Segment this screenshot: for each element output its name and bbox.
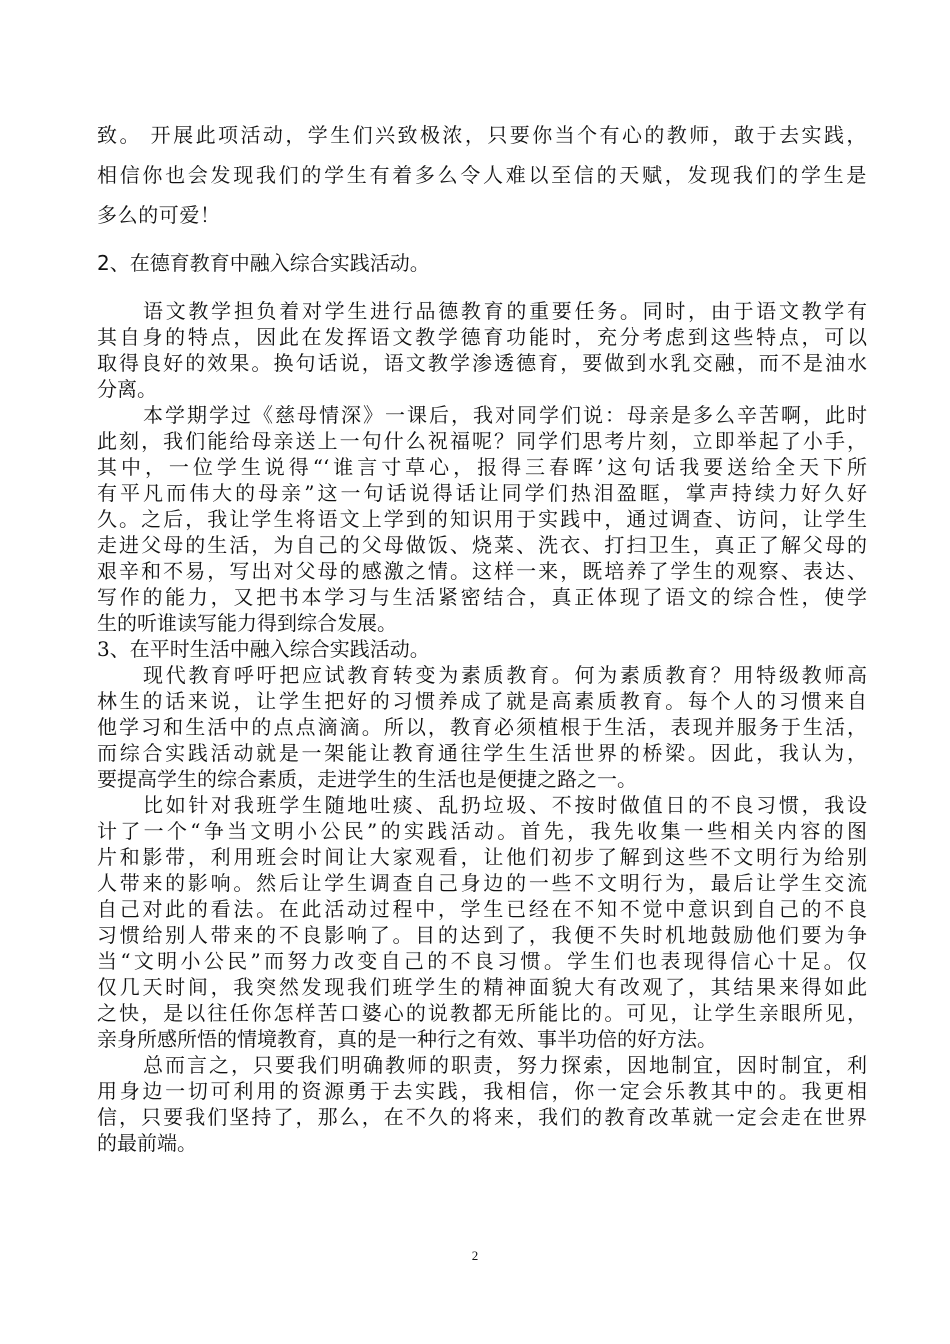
paragraph-line: 而综合实践活动就是一架能让教育通往学生生活世界的桥梁。因此，我认为，: [97, 741, 867, 765]
paragraph-line: 走进父母的生活，为自己的父母做饭、烧菜、洗衣、打扫卫生，真正了解父母的: [97, 533, 867, 557]
paragraph-line: 写作的能力，又把书本学习与生活紧密结合，真正体现了语文的综合性，使学: [97, 585, 867, 609]
paragraph-intro-line: 致。 开展此项活动，学生们兴致极浓，只要你当个有心的教师，敢于去实践，: [97, 123, 867, 147]
paragraph-line: 语文教学担负着对学生进行品德教育的重要任务。同时，由于语文教学有: [143, 299, 867, 323]
paragraph-line: 之快，是以往任你怎样苦口婆心的说教都无所能比的。可见，让学生亲眼所见，: [97, 1001, 867, 1025]
paragraph-intro-line: 相信你也会发现我们的学生有着多么令人难以至信的天赋，发现我们的学生是: [97, 163, 867, 187]
paragraph-line: 有平凡而伟大的母亲”这一句话说得话让同学们热泪盈眶，掌声持续力好久好: [97, 481, 867, 505]
paragraph-line: 现代教育呼吁把应试教育转变为素质教育。何为素质教育？用特级教师高: [143, 663, 867, 687]
paragraph-line: 其自身的特点，因此在发挥语文教学德育功能时，充分考虑到这些特点，可以: [97, 325, 867, 349]
paragraph-line: 亲身所感所悟的情境教育，真的是一种行之有效、事半功倍的好方法。: [97, 1027, 717, 1051]
paragraph-line: 信，只要我们坚持了，那么，在不久的将来，我们的教育改革就一定会走在世界: [97, 1105, 867, 1129]
paragraph-line: 的最前端。: [97, 1131, 197, 1155]
paragraph-line: 艰辛和不易，写出对父母的感激之情。这样一来，既培养了学生的观察、表达、: [97, 559, 867, 583]
paragraph-line: 他学习和生活中的点点滴滴。所以，教育必须植根于生活，表现并服务于生活，: [97, 715, 867, 739]
paragraph-line: 计了一个“争当文明小公民”的实践活动。首先，我先收集一些相关内容的图: [97, 819, 867, 843]
paragraph-line: 分离。: [97, 377, 157, 401]
paragraph-line: 久。之后，我让学生将语文上学到的知识用于实践中，通过调查、访问，让学生: [97, 507, 867, 531]
paragraph-line: 此刻，我们能给母亲送上一句什么祝福呢？同学们思考片刻，立即举起了小手，: [97, 429, 867, 453]
paragraph-line: 要提高学生的综合素质，走进学生的生活也是便捷之路之一。: [97, 767, 637, 791]
paragraph-line: 取得良好的效果。换句话说，语文教学渗透德育，要做到水乳交融，而不是油水: [97, 351, 867, 375]
paragraph-line: 仅几天时间，我突然发现我们班学生的精神面貌大有改观了，其结果来得如此: [97, 975, 867, 999]
paragraph-line: 生的听谁读写能力得到综合发展。: [97, 611, 397, 635]
paragraph-line: 习惯给别人带来的不良影响了。目的达到了，我便不失时机地鼓励他们要为争: [97, 923, 867, 947]
paragraph-line: 片和影带，利用班会时间让大家观看，让他们初步了解到这些不文明行为给别: [97, 845, 867, 869]
paragraph-line: 当“文明小公民”而努力改变自己的不良习惯。学生们也表现得信心十足。仅: [97, 949, 867, 973]
paragraph-line: 人带来的影响。然后让学生调查自己身边的一些不文明行为，最后让学生交流: [97, 871, 867, 895]
page-number: 2: [471, 1248, 479, 1263]
section-heading-3: 3、在平时生活中融入综合实践活动。: [97, 637, 430, 661]
paragraph-line: 其中，一位学生说得“‘谁言寸草心，报得三春晖’这句话我要送给全天下所: [97, 455, 867, 479]
paragraph-line: 林生的话来说，让学生把好的习惯养成了就是高素质教育。每个人的习惯来自: [97, 689, 867, 713]
paragraph-line: 自己对此的看法。在此活动过程中，学生已经在不知不觉中意识到自己的不良: [97, 897, 867, 921]
section-heading-2: 2、在德育教育中融入综合实践活动。: [97, 251, 430, 275]
paragraph-line: 本学期学过《慈母情深》一课后，我对同学们说：母亲是多么辛苦啊，此时: [143, 403, 867, 427]
paragraph-intro-line: 多么的可爱！: [97, 203, 221, 227]
paragraph-line: 总而言之，只要我们明确教师的职责，努力探索，因地制宜，因时制宜，利: [143, 1053, 867, 1077]
paragraph-line: 比如针对我班学生随地吐痰、乱扔垃圾、不按时做值日的不良习惯，我设: [143, 793, 867, 817]
paragraph-line: 用身边一切可利用的资源勇于去实践，我相信，你一定会乐教其中的。我更相: [97, 1079, 867, 1103]
